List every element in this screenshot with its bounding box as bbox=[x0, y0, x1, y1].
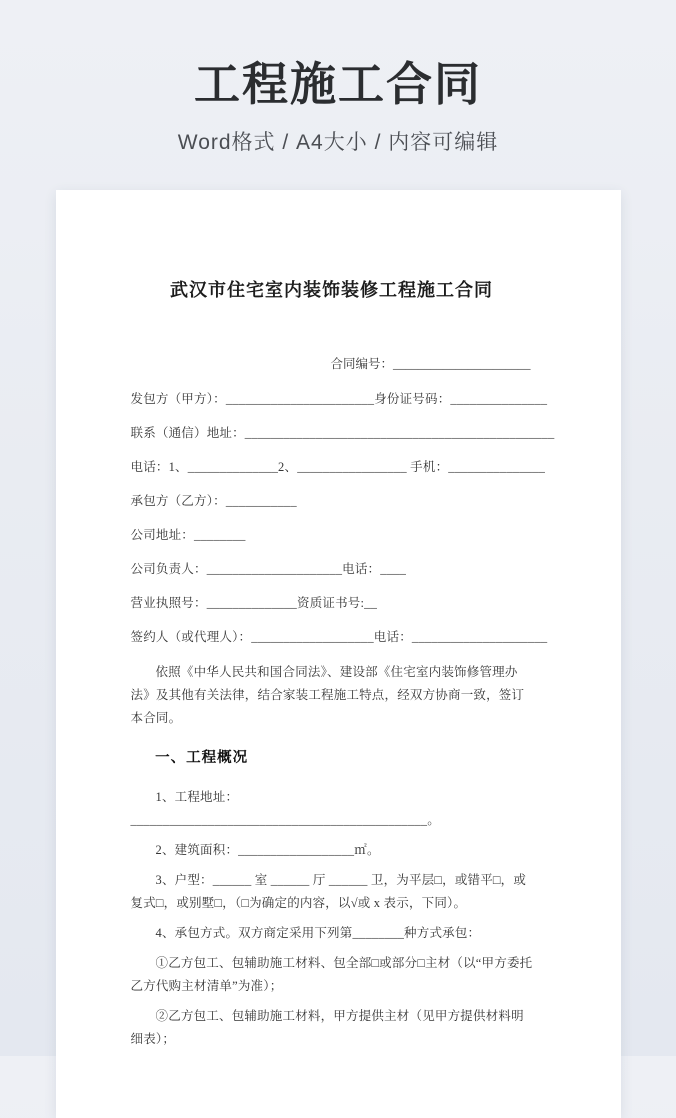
promo-banner bbox=[0, 0, 676, 156]
field-line-business-license: 营业执照号：______________资质证书号:__ bbox=[130, 596, 378, 610]
contract-number-line: 合同编号：______________________ bbox=[330, 357, 531, 371]
document-title: 武汉市住宅室内装饰装修工程施工合同 bbox=[170, 280, 493, 300]
field-line-company-head: 公司负责人：_____________________电话：____ bbox=[130, 562, 407, 576]
contract-item-layout: 3、户型：______ 室 ______ 厅 ______ 卫，为平层□，或错平□，或复式□，或别墅□，（□为确定的内容，以√或 x 表示，下同）。 bbox=[130, 873, 527, 910]
field-line-contact-address: 联系（通信）地址：________________________________________________ bbox=[130, 426, 555, 440]
contract-item-area: 2、建筑面积：__________________㎡。 bbox=[155, 843, 380, 857]
contract-item-mode-option-2: ②乙方包工、包辅助施工材料，甲方提供主材（见甲方提供材料明细表）； bbox=[130, 1009, 524, 1046]
banner-subtitle: Word格式 / A4大小 / 内容可编辑 bbox=[177, 131, 499, 154]
contract-item-mode-option-1: ①乙方包工、包辅助施工材料、包全部□或部分□主材（以“甲方委托乙方代购主材清单”为准）； bbox=[130, 956, 533, 993]
field-line-phones: 电话：1、______________2、_________________ 手机：_______________ bbox=[130, 460, 546, 474]
intro-paragraph: 依照《中华人民共和国合同法》、建设部《住宅室内装饰修管理办法》及其他有关法律，结合家装工程施工特点，经双方协商一致，签订本合同。 bbox=[130, 665, 525, 725]
field-line-signatory: 签约人（或代理人）：___________________电话：_____________________ bbox=[130, 630, 548, 644]
banner-title: 工程施工合同 bbox=[194, 58, 482, 110]
contract-item-contract-mode: 4、承包方式。双方商定采用下列第________种方式承包： bbox=[155, 926, 481, 940]
section-1-heading: 一、工程概况 bbox=[155, 750, 249, 766]
field-line-company-address: 公司地址：________ bbox=[130, 528, 246, 542]
document-page bbox=[56, 190, 621, 1118]
contract-item-address: 1、工程地址：______________________________________________。 bbox=[130, 790, 440, 827]
field-line-party-a: 发包方（甲方）：_______________________身份证号码：_______________ bbox=[130, 392, 548, 406]
field-line-party-b: 承包方（乙方）：___________ bbox=[130, 494, 297, 508]
